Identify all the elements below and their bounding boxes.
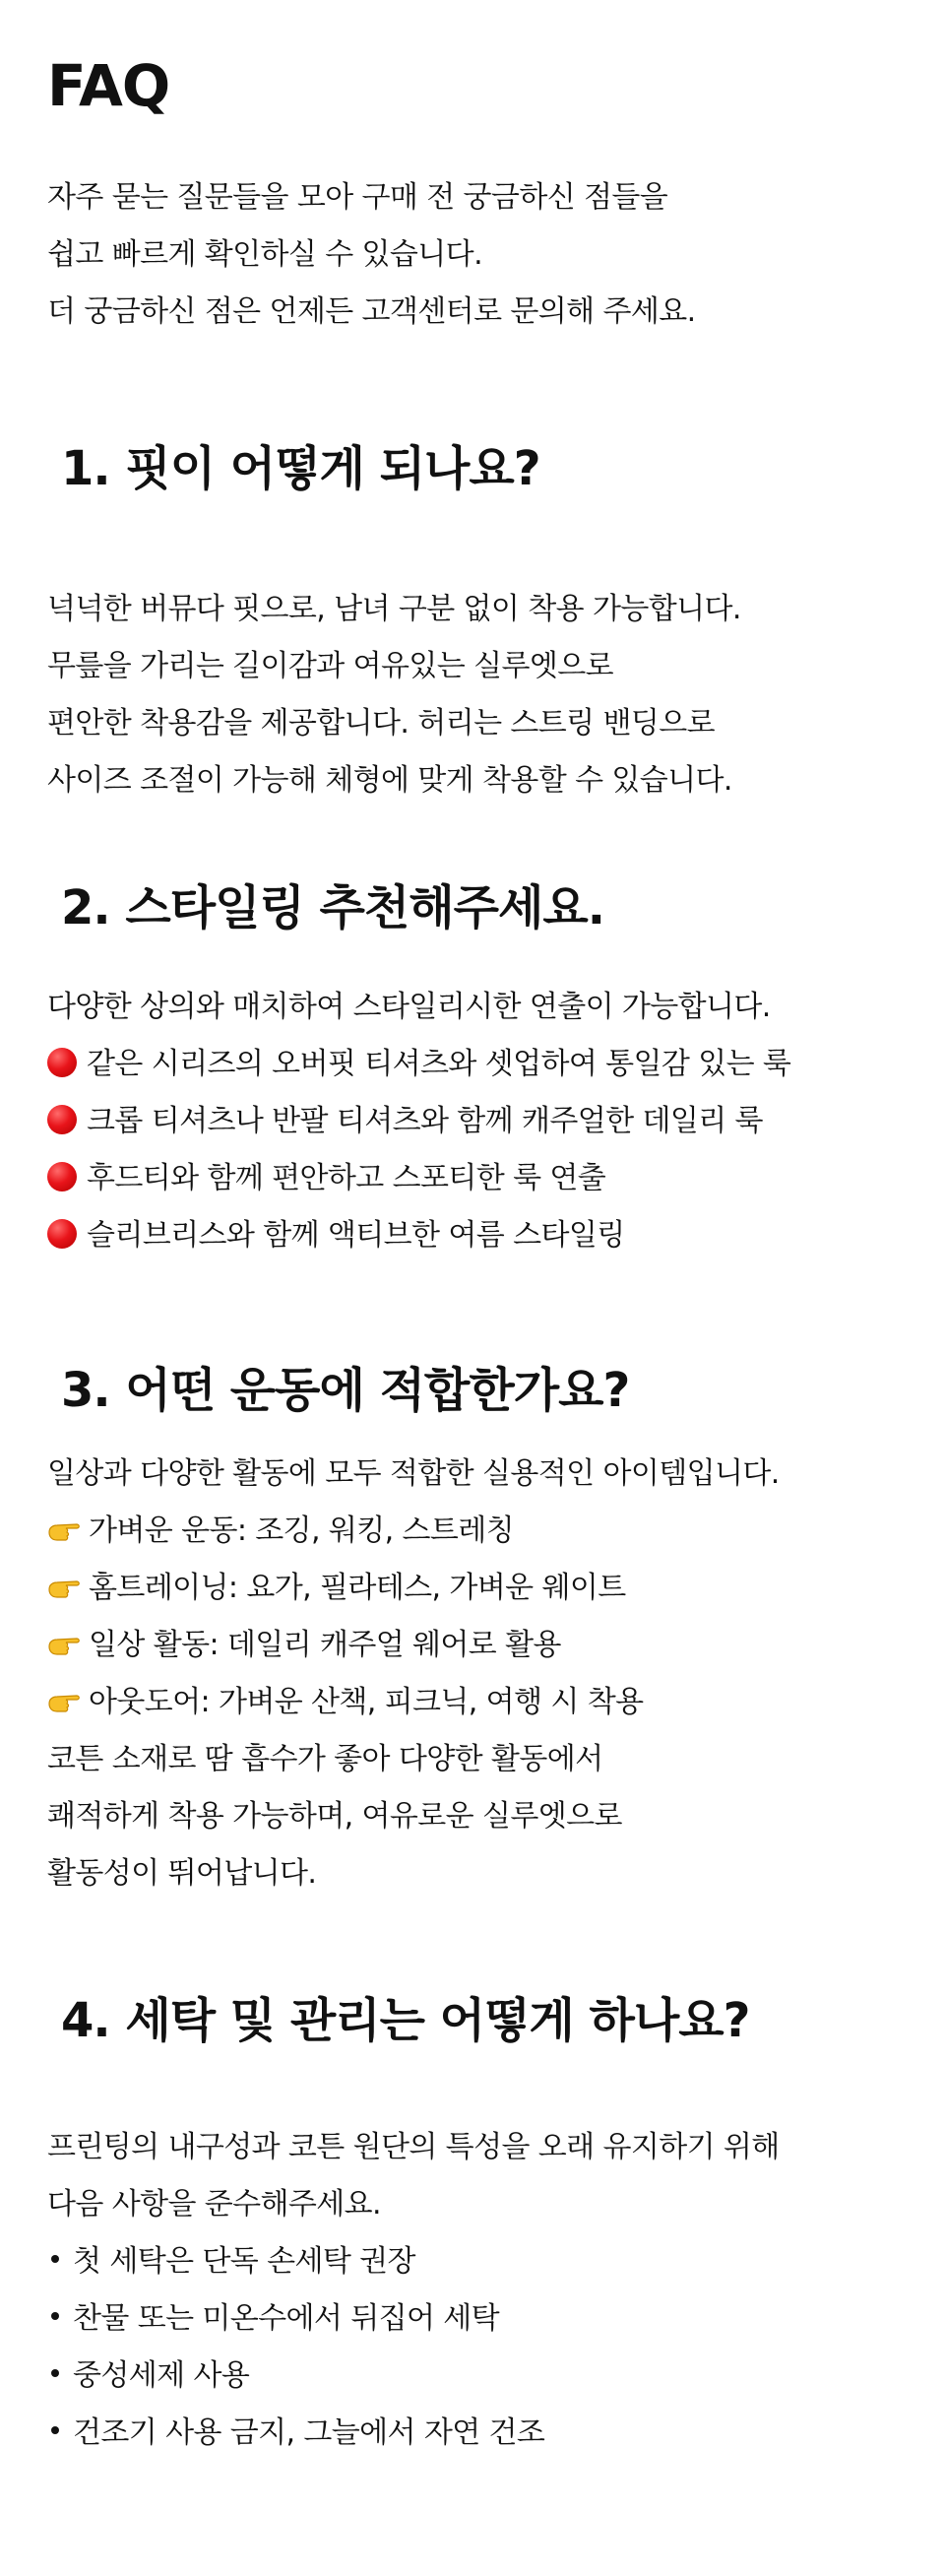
list-item: 가벼운 운동: 조깅, 워킹, 스트레칭 (47, 1503, 898, 1560)
list-item: 중성세제 사용 (47, 2348, 898, 2405)
faq-answer (47, 979, 898, 1264)
bullet-dot-icon (51, 2369, 59, 2377)
answer-lead: 다음 사항을 준수해주세요. (47, 2187, 381, 2222)
list-item: 아웃도어: 가벼운 산책, 피크닉, 여행 시 착용 (47, 1674, 898, 1731)
answer-line: 활동성이 뛰어납니다. (47, 1856, 317, 1891)
list-item: 찬물 또는 미온수에서 뒤집어 세탁 (47, 2290, 898, 2348)
faq-answer (47, 581, 898, 809)
pointing-hand-icon (47, 1633, 81, 1656)
answer-lead: 다양한 상의와 매치하여 스타일리시한 연출이 가능합니다. (47, 990, 771, 1024)
bullet-dot-icon (51, 2255, 59, 2263)
faq-answer (47, 1446, 898, 1902)
page-title: FAQ (47, 52, 170, 119)
red-circle-icon (47, 1219, 77, 1249)
pointing-hand-icon (47, 1690, 81, 1713)
red-circle-icon (47, 1048, 77, 1077)
list-item: 후드티와 함께 편안하고 스포티한 룩 연출 (47, 1150, 898, 1207)
intro-line: 더 궁금하신 점은 언제든 고객센터로 문의해 주세요. (47, 294, 696, 329)
pointing-hand-icon (47, 1576, 81, 1599)
answer-line: 넉넉한 버뮤다 핏으로, 남녀 구분 없이 착용 가능합니다. (47, 592, 741, 626)
list-item: 슬리브리스와 함께 액티브한 여름 스타일링 (47, 1207, 898, 1264)
list-item: 홈트레이닝: 요가, 필라테스, 가벼운 웨이트 (47, 1560, 898, 1617)
answer-line: 코튼 소재로 땀 흡수가 좋아 다양한 활동에서 (47, 1742, 603, 1776)
faq-question: 4. 세탁 및 관리는 어떻게 하나요? (61, 1993, 750, 2048)
faq-item-care (47, 1989, 898, 2462)
bullet-dot-icon (51, 2426, 59, 2434)
answer-line: 편안한 착용감을 제공합니다. 허리는 스트링 밴딩으로 (47, 706, 715, 741)
faq-question: 3. 어떤 운동에 적합한가요? (61, 1363, 630, 1418)
answer-line: 사이즈 조절이 가능해 체형에 맞게 착용할 수 있습니다. (47, 763, 732, 798)
list-item: 일상 활동: 데일리 캐주얼 웨어로 활용 (47, 1617, 898, 1674)
red-circle-icon (47, 1162, 77, 1191)
answer-lead: 프린팅의 내구성과 코튼 원단의 특성을 오래 유지하기 위해 (47, 2130, 780, 2164)
intro-text (47, 169, 898, 341)
intro-line: 자주 묻는 질문들을 모아 구매 전 궁금하신 점들을 (47, 180, 668, 215)
answer-line: 무릎을 가리는 길이감과 여유있는 실루엣으로 (47, 649, 613, 683)
faq-item-styling (47, 876, 898, 1264)
list-item: 건조기 사용 금지, 그늘에서 자연 건조 (47, 2405, 898, 2462)
bullet-dot-icon (51, 2312, 59, 2320)
pointing-hand-icon (47, 1518, 81, 1542)
answer-lead: 일상과 다양한 활동에 모두 적합한 실용적인 아이템입니다. (47, 1456, 780, 1491)
faq-question: 1. 핏이 어떻게 되나요? (61, 441, 540, 496)
faq-item-exercise (47, 1359, 898, 1902)
list-item: 크롭 티셔츠나 반팔 티셔츠와 함께 캐주얼한 데일리 룩 (47, 1093, 898, 1150)
faq-answer (47, 2119, 898, 2462)
faq-question: 2. 스타일링 추천해주세요. (61, 880, 604, 935)
red-circle-icon (47, 1105, 77, 1134)
faq-item-fit (47, 437, 898, 809)
intro-line: 쉽고 빠르게 확인하실 수 있습니다. (47, 237, 483, 272)
list-item: 첫 세탁은 단독 손세탁 권장 (47, 2233, 898, 2290)
answer-line: 쾌적하게 착용 가능하며, 여유로운 실루엣으로 (47, 1799, 622, 1834)
list-item: 같은 시리즈의 오버핏 티셔츠와 셋업하여 통일감 있는 룩 (47, 1036, 898, 1093)
